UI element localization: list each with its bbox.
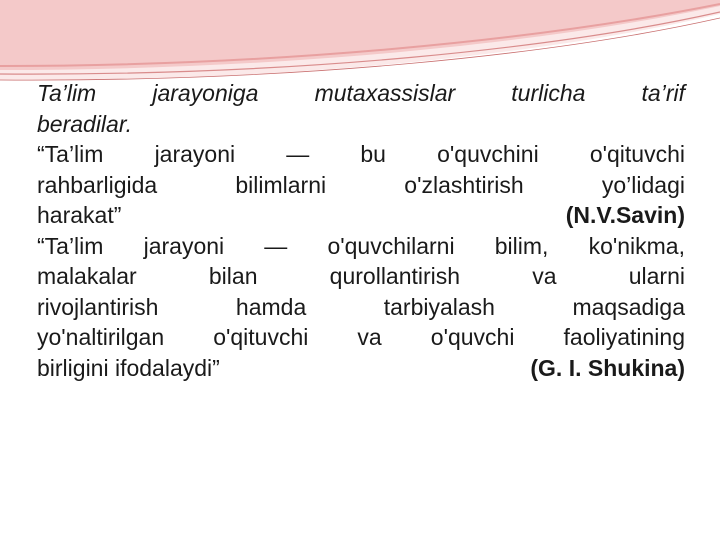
definition2-author: (G. I. Shukina) <box>530 354 685 381</box>
definition1-closing-line <box>37 200 685 231</box>
intro-line-2: beradilar. <box>37 110 133 137</box>
definition2-line-4: yo'naltirilgan o'qituvchi va o'quvchi faoliyatining <box>37 324 685 350</box>
header-swoosh-decoration <box>0 0 720 90</box>
intro-line-1: Ta’lim jarayoniga mutaxassislar turlicha ta’rif <box>37 80 685 106</box>
definition1-author: (N.V.Savin) <box>565 202 685 228</box>
definition1-line-1: “Ta’lim jarayoni — bu o'quvchini o'qituvchi <box>37 141 685 167</box>
definition2-line-3: rivojlantirish hamda tarbiyalash maqsadiga <box>37 293 685 320</box>
slide-body <box>37 78 685 383</box>
definition2-line-2: malakalar bilan qurollantirish va ularni <box>37 263 685 289</box>
definition1-line-2: rahbarligida bilimlarni o'zlashtirish yo’lidagi <box>37 171 685 198</box>
definition2-line-1: “Ta’lim jarayoni — o'quvchilarni bilim, ko'nikma, <box>37 232 685 259</box>
definition2-closing-line <box>37 353 685 384</box>
definition1-last-line: harakat” <box>37 202 122 228</box>
definition2-last-line: birligini ifodalaydi” <box>37 354 220 381</box>
